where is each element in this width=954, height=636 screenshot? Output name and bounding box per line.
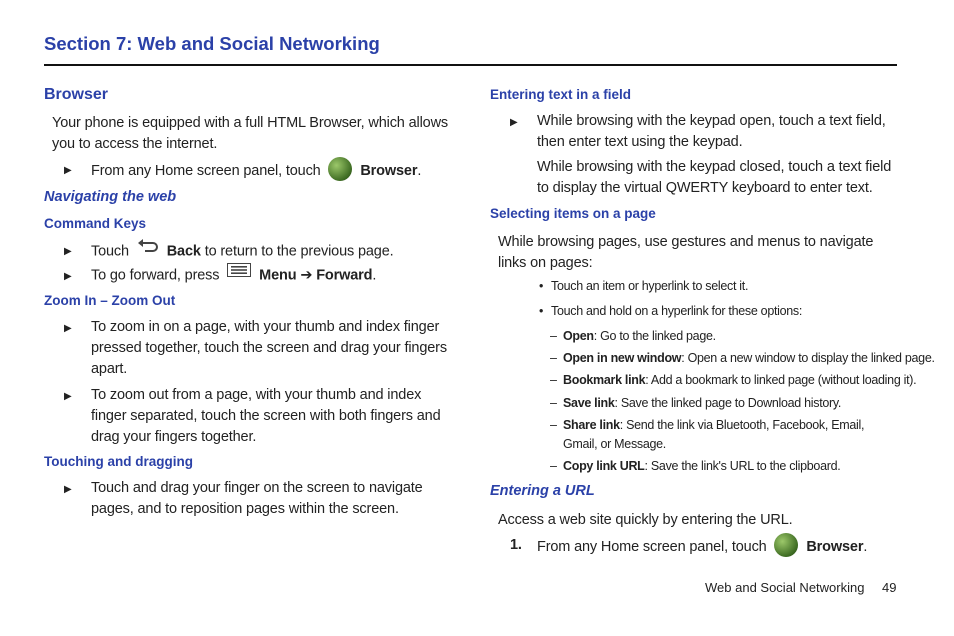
- forward-text: To go forward, press: [91, 267, 220, 284]
- dash-icon: –: [550, 373, 557, 387]
- option-open: [563, 327, 716, 346]
- dash-icon: –: [550, 459, 557, 473]
- option-name: Save link: [563, 396, 615, 410]
- navigating-heading: Navigating the web: [44, 189, 177, 205]
- zoom-out-text: To zoom out from a page, with your thumb and index finger separated, touch the screen with both fingers and drag your fingers together.: [91, 387, 441, 445]
- browser-heading: Browser: [44, 86, 109, 103]
- option-desc: : Save the linked page to Download history.: [614, 396, 842, 410]
- option-name: Share link: [563, 418, 620, 432]
- browser-label: Browser: [360, 162, 418, 179]
- browser-intro: Your phone is equipped with a full HTML Browser, which allows you to access the internet.: [52, 115, 448, 152]
- option-name: Bookmark link: [563, 373, 646, 387]
- touching-heading: Touching and dragging: [44, 454, 193, 469]
- entering-text-2: While browsing with the keypad closed, touch a text field to display the virtual QWERTY keyboard to enter text.: [537, 159, 892, 196]
- entering-text-1: While browsing with the keypad open, touch a text field, then enter text using the keypad.: [537, 113, 886, 150]
- option-name: Open in new window: [563, 351, 682, 365]
- home-step: [91, 159, 421, 183]
- browser-label: Browser: [806, 538, 864, 555]
- command-keys-heading: Command Keys: [44, 216, 147, 231]
- step-arrow-icon: ▶: [64, 391, 72, 402]
- period: .: [417, 162, 422, 179]
- back-step: [91, 240, 394, 263]
- back-icon: [137, 238, 159, 261]
- step-arrow-icon: ▶: [64, 271, 72, 282]
- menu-icon: [227, 263, 251, 284]
- zoom-heading: Zoom In – Zoom Out: [44, 293, 176, 308]
- dash-icon: –: [550, 418, 557, 432]
- period: .: [863, 538, 868, 555]
- step-arrow-icon: ▶: [64, 246, 72, 257]
- option-copy-link-url: [563, 457, 840, 476]
- step-arrow-icon: ▶: [64, 323, 72, 334]
- option-name: Open: [563, 329, 594, 343]
- option-share-link: [563, 416, 888, 454]
- entering-url-intro: Access a web site quickly by entering the URL.: [498, 512, 793, 528]
- dash-icon: –: [550, 396, 557, 410]
- back-suffix: to return to the previous page.: [204, 243, 394, 260]
- footer-page-number: 49: [882, 580, 897, 595]
- title-rule: [44, 64, 897, 66]
- footer-section-name: Web and Social Networking: [705, 580, 865, 595]
- period: .: [372, 267, 377, 284]
- step-number: 1.: [510, 537, 522, 553]
- entering-url-heading: Entering a URL: [490, 483, 595, 499]
- forward-step: [91, 265, 376, 286]
- url-step-text: From any Home screen panel, touch: [537, 538, 767, 555]
- forward-label: Forward: [316, 267, 373, 284]
- back-label: Back: [166, 243, 201, 260]
- menu-label: Menu: [259, 267, 297, 284]
- dash-icon: –: [550, 351, 557, 365]
- option-desc: : Open a new window to display the linked page.: [681, 351, 935, 365]
- option-open-new-window: [563, 349, 935, 368]
- browser-icon: [774, 533, 798, 557]
- option-save-link: [563, 394, 841, 413]
- option-desc: : Go to the linked page.: [593, 329, 716, 343]
- entering-text-heading: Entering text in a field: [490, 87, 632, 102]
- option-bookmark-link: [563, 371, 916, 390]
- step-arrow-icon: ▶: [64, 165, 72, 176]
- step-arrow-icon: ▶: [64, 484, 72, 495]
- bullet-icon: •: [539, 304, 544, 318]
- touching-text: Touch and drag your finger on the screen to navigate pages, and to reposition pages within the screen.: [91, 480, 423, 517]
- page-title: Section 7: Web and Social Networking: [44, 33, 380, 54]
- selecting-intro: While browsing pages, use gestures and menus to navigate links on pages:: [498, 234, 874, 271]
- browser-icon: [328, 157, 352, 181]
- home-step-text: From any Home screen panel, touch: [91, 162, 321, 179]
- touch-text: Touch: [91, 243, 129, 260]
- dash-icon: –: [550, 329, 557, 343]
- option-desc: : Add a bookmark to linked page (without loading it).: [645, 373, 917, 387]
- step-arrow-icon: ▶: [510, 117, 518, 128]
- arrow-glyph: ➔: [300, 267, 313, 284]
- bullet-text: Touch and hold on a hyperlink for these options:: [551, 304, 803, 318]
- bullet-text: Touch an item or hyperlink to select it.: [551, 279, 749, 293]
- option-desc: : Send the link via Bluetooth, Facebook, Email, Gmail, or Message.: [563, 418, 865, 451]
- option-desc: : Save the link's URL to the clipboard.: [644, 459, 841, 473]
- zoom-in-text: To zoom in on a page, with your thumb and index finger pressed together, touch the screen and drag your fingers apart.: [91, 319, 447, 377]
- selecting-heading: Selecting items on a page: [490, 206, 656, 221]
- url-step: [537, 535, 867, 559]
- bullet-icon: •: [539, 279, 544, 293]
- option-name: Copy link URL: [563, 459, 645, 473]
